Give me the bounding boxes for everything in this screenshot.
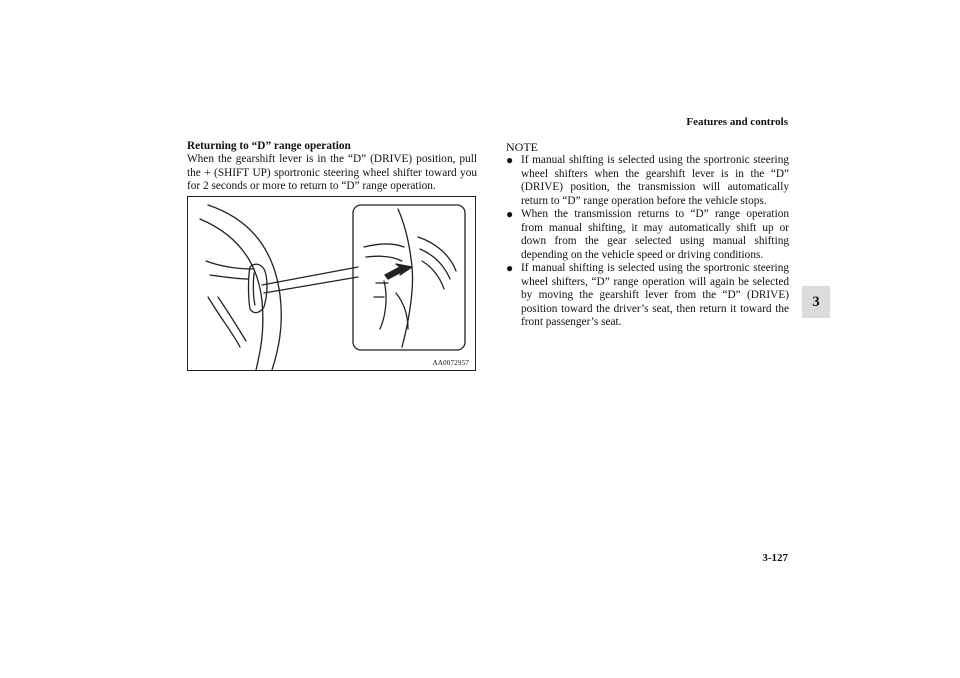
- note-item: [506, 208, 789, 262]
- bullet-icon: ●: [506, 207, 514, 221]
- note-title: NOTE: [506, 140, 538, 154]
- bullet-icon: ●: [506, 261, 514, 275]
- section-title: Returning to “D” range operation: [187, 140, 351, 152]
- note-item-text: If manual shifting is selected using the sportronic steering wheel shifters when the gearshift lever is in the “D” (DRIVE) position, the transmission will automatically return to “D” range operation before the vehicle stops.: [521, 154, 789, 207]
- figure-code: AA0072957: [432, 359, 469, 367]
- note-item-text: When the transmission returns to “D” range operation from manual shifting, it may automatically shift up or down from the gear selected using manual shifting depending on the vehicle speed or driving conditions.: [521, 208, 789, 261]
- illustration-drawing: [188, 197, 475, 370]
- chapter-tab: [802, 286, 830, 318]
- page-header: Features and controls: [686, 116, 788, 128]
- page-number: 3-127: [762, 552, 788, 564]
- section-body: When the gearshift lever is in the “D” (DRIVE) position, pull the + (SHIFT UP) sportronic steering wheel shifter toward you for 2 seconds or more to return to “D” range operation.: [187, 153, 477, 192]
- note-item: [506, 154, 789, 208]
- steering-wheel-shifter-illustration: [187, 196, 476, 371]
- note-item: [506, 262, 789, 330]
- note-list: [506, 154, 789, 330]
- chapter-number: 3: [812, 293, 820, 310]
- left-column: [187, 140, 477, 194]
- note-item-text: If manual shifting is selected using the sportronic steering wheel shifters, “D” range operation will again be selected by moving the gearshift lever from the “D” (DRIVE) position toward the driver’s seat, then return it toward the front passenger’s seat.: [521, 262, 789, 328]
- right-column: [506, 140, 789, 330]
- bullet-icon: ●: [506, 153, 514, 167]
